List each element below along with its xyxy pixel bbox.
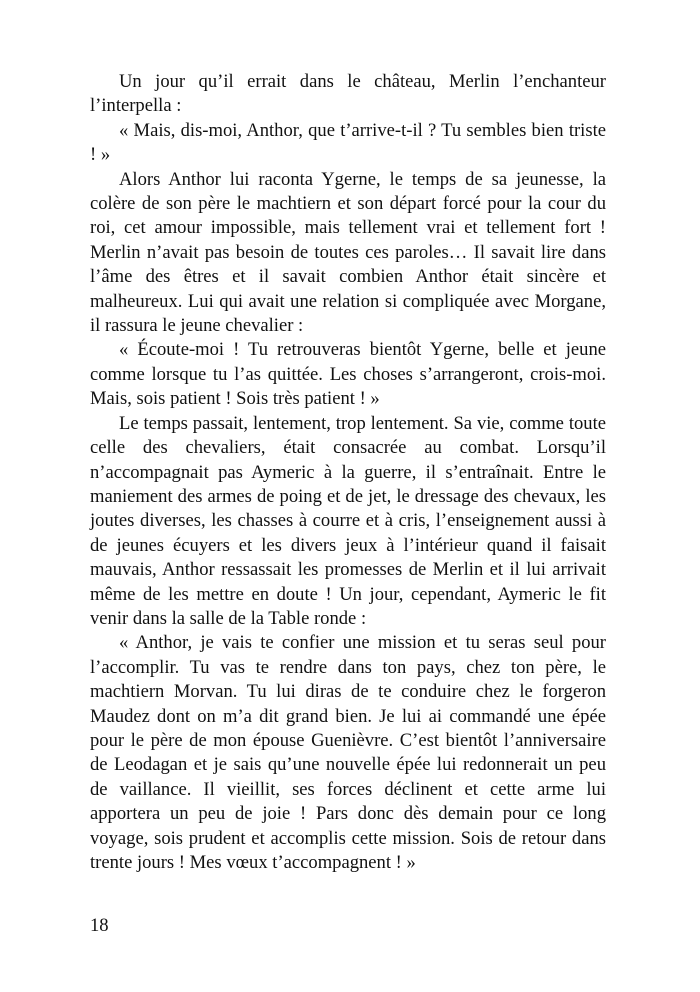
paragraph: « Écoute-moi ! Tu retrouveras bientôt Ygerne, belle et jeune comme lorsque tu l’as quittée. Les choses s’arrangeront, crois-moi. Mais, sois patient ! Sois très patient ! » — [90, 339, 606, 410]
paragraph: « Anthor, je vais te confier une mission et tu seras seul pour l’accomplir. Tu vas te rendre dans ton pays, chez ton père, le machtiern Morvan. Tu lui diras de te conduire chez le forgeron Maudez dont on m’a dit grand bien. Je lui ai commandé une épée pour le père de mon épouse Guenièvre. C’est bientôt l’anniversaire de Leodagan et je sais qu’une nouvelle épée lui redonnerait un peu de vaillance. Il vieillit, ses forces déclinent et cette arme lui apportera un peu de joie ! Pars donc dès demain pour ce long voyage, sois prudent et accomplis cette mission. Sois de retour dans trente jours ! Mes vœux t’accompagnent ! » — [90, 632, 606, 873]
body-text — [90, 70, 606, 875]
paragraph: « Mais, dis-moi, Anthor, que t’arrive-t-il ? Tu sembles bien triste ! » — [90, 119, 606, 166]
paragraph: Le temps passait, lentement, trop lentement. Sa vie, comme toute celle des chevaliers, était consacrée au combat. Lorsqu’il n’accompagnait pas Aymeric à la guerre, il s’entraînait. Entre le maniement des armes de poing et de jet, le dressage des chevaux, les joutes diverses, les chasses à courre et à cris, l’enseignement aussi à de jeunes écuyers et les divers jeux à l’intérieur quand il faisait mauvais, Anthor ressassait les promesses de Merlin et il lui arrivait même de les mettre en doute ! Un jour, cependant, Aymeric le fit venir dans la salle de la Table ronde : — [90, 412, 606, 629]
page-number: 18 — [90, 915, 109, 936]
paragraph: Un jour qu’il errait dans le château, Merlin l’enchanteur l’interpella : — [90, 71, 606, 117]
paragraph: Alors Anthor lui raconta Ygerne, le temps de sa jeunesse, la colère de son père le machtiern et son départ forcé pour la cour du roi, cet amour impossible, mais tellement vrai et tellement fort ! Merlin n’avait pas besoin de toutes ces paroles… Il savait lire dans l’âme des êtres et il savait combien Anthor était sincère et malheureux. Lui qui avait une relation si compliquée avec Morgane, il rassura le jeune chevalier : — [90, 168, 606, 337]
